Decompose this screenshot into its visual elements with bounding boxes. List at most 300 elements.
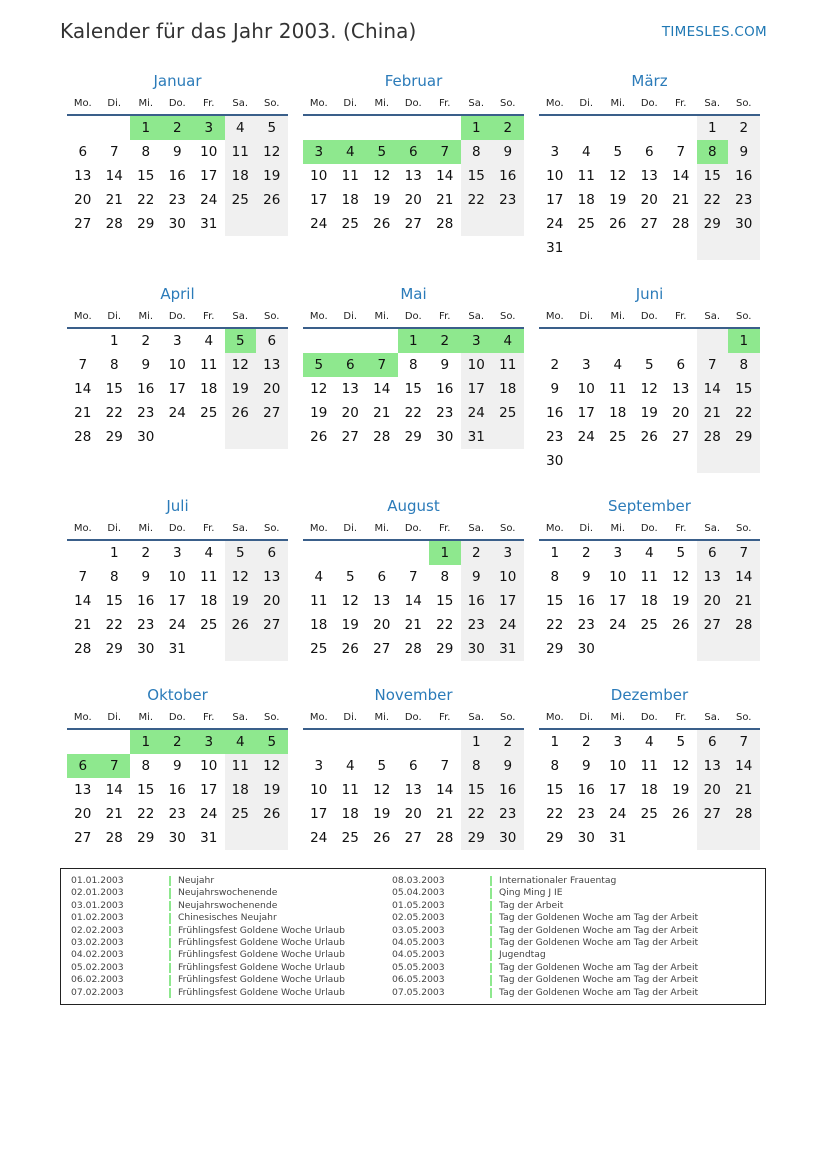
empty-cell [335, 730, 367, 754]
day-cell: 27 [256, 613, 288, 637]
day-cell: 11 [200, 357, 218, 373]
day-cell: 28 [436, 830, 454, 846]
weekday-label: Do. [168, 311, 186, 322]
day-cell: 6 [408, 758, 418, 774]
month-name: März [631, 72, 668, 90]
day-cell: 25 [492, 401, 524, 425]
holiday-date: 06.05.2003 [392, 974, 445, 986]
day-cell: 23 [436, 405, 454, 421]
empty-cell [256, 212, 288, 236]
day-cell: 20 [256, 377, 288, 401]
day-cell: 27 [74, 216, 92, 232]
holiday-marker [169, 963, 171, 973]
holiday-row [71, 900, 345, 912]
day-cell: 12 [672, 758, 690, 774]
day-cell: 16 [577, 782, 595, 798]
month-8 [303, 497, 524, 661]
day-cell: 6 [67, 754, 99, 778]
day-cell: 14 [74, 381, 92, 397]
day-cell: 24 [609, 806, 627, 822]
day-cell: 12 [256, 754, 288, 778]
day-cell: 28 [74, 641, 92, 657]
empty-cell [67, 541, 99, 565]
day-cell: 3 [581, 357, 591, 373]
empty-cell [492, 425, 524, 449]
empty-cell [602, 637, 634, 661]
day-cell: 10 [310, 168, 328, 184]
day-cell: 4 [581, 144, 591, 160]
day-cell: 1 [550, 545, 560, 561]
empty-cell [571, 329, 603, 353]
day-cell: 12 [640, 381, 658, 397]
day-cell: 3 [193, 730, 225, 754]
day-grid [67, 541, 288, 661]
day-cell: 16 [546, 405, 564, 421]
day-cell: 15 [137, 168, 155, 184]
empty-cell [634, 236, 666, 260]
empty-cell [665, 116, 697, 140]
day-cell: 21 [672, 192, 690, 208]
day-cell: 28 [404, 641, 422, 657]
day-cell: 8 [461, 140, 493, 164]
day-cell: 3 [461, 329, 493, 353]
day-cell: 13 [341, 381, 359, 397]
holiday-row [71, 875, 345, 887]
day-cell: 30 [436, 429, 454, 445]
empty-cell [697, 826, 729, 850]
holiday-name: Frühlingsfest Goldene Woche Urlaub [178, 974, 345, 986]
day-cell: 26 [256, 802, 288, 826]
day-cell: 1 [550, 734, 560, 750]
empty-cell [225, 212, 257, 236]
weekday-label: Mo. [309, 523, 328, 534]
day-cell: 23 [728, 188, 760, 212]
day-cell: 17 [492, 589, 524, 613]
day-cell: 16 [436, 381, 454, 397]
day-cell: 6 [256, 541, 288, 565]
day-cell: 25 [200, 405, 218, 421]
day-cell: 23 [168, 192, 186, 208]
day-cell: 26 [373, 216, 391, 232]
day-cell: 23 [492, 802, 524, 826]
day-cell: 10 [200, 144, 218, 160]
day-cell: 22 [728, 401, 760, 425]
month-7 [67, 497, 288, 661]
day-cell: 20 [373, 617, 391, 633]
weekday-label: Mo. [73, 311, 92, 322]
day-cell: 26 [672, 617, 690, 633]
day-cell: 27 [404, 216, 422, 232]
day-cell: 20 [74, 192, 92, 208]
day-cell: 30 [137, 641, 155, 657]
day-cell: 6 [335, 353, 367, 377]
holiday-marker [490, 938, 492, 948]
month-name: Februar [384, 72, 443, 90]
empty-cell [634, 449, 666, 473]
holiday-name: Qing Ming J IE [499, 887, 563, 899]
day-cell: 24 [168, 405, 186, 421]
day-cell: 4 [204, 333, 214, 349]
day-cell: 26 [310, 429, 328, 445]
empty-cell [398, 116, 430, 140]
weekday-label: Mo. [309, 311, 328, 322]
month-1 [67, 72, 288, 236]
weekday-label: So. [736, 523, 752, 534]
day-cell: 7 [676, 144, 686, 160]
weekday-header [539, 520, 760, 537]
day-cell: 26 [256, 188, 288, 212]
day-cell: 1 [728, 329, 760, 353]
day-cell: 25 [341, 216, 359, 232]
day-cell: 23 [577, 617, 595, 633]
holiday-marker [490, 913, 492, 923]
day-cell: 20 [256, 589, 288, 613]
page-title: Kalender für das Jahr 2003. (China) [60, 19, 417, 43]
day-cell: 30 [168, 830, 186, 846]
month-name: September [608, 497, 691, 515]
day-cell: 29 [436, 641, 454, 657]
day-cell: 25 [200, 617, 218, 633]
weekday-header [539, 709, 760, 726]
holiday-name: Chinesisches Neujahr [178, 912, 277, 924]
day-cell: 22 [461, 188, 493, 212]
holiday-row [71, 887, 345, 899]
day-cell: 10 [310, 782, 328, 798]
day-cell: 23 [461, 613, 493, 637]
day-cell: 17 [609, 782, 627, 798]
weekday-label: So. [500, 98, 516, 109]
day-cell: 13 [256, 565, 288, 589]
day-cell: 22 [546, 617, 564, 633]
day-cell: 3 [492, 541, 524, 565]
day-cell: 11 [310, 593, 328, 609]
day-cell: 30 [137, 429, 155, 445]
day-cell: 12 [373, 782, 391, 798]
holiday-row [71, 962, 345, 974]
day-grid [303, 541, 524, 661]
empty-cell [697, 236, 729, 260]
day-cell: 16 [577, 593, 595, 609]
holiday-date: 04.02.2003 [71, 949, 124, 961]
brand-link[interactable]: TIMESLES.COM [661, 24, 767, 40]
day-cell: 12 [256, 140, 288, 164]
empty-cell [99, 116, 131, 140]
day-cell: 27 [256, 401, 288, 425]
day-cell: 22 [697, 188, 729, 212]
weekday-label: Mo. [545, 311, 564, 322]
day-cell: 9 [492, 754, 524, 778]
day-cell: 15 [436, 593, 454, 609]
weekday-label: So. [264, 98, 280, 109]
day-cell: 17 [200, 782, 218, 798]
holiday-date: 03.02.2003 [71, 936, 124, 948]
month-name: Oktober [147, 686, 208, 704]
holiday-row [71, 949, 345, 961]
weekday-label: Fr. [203, 712, 215, 723]
month-6 [539, 285, 760, 473]
weekday-label: Di. [579, 712, 594, 723]
day-cell: 22 [105, 617, 123, 633]
day-cell: 8 [141, 144, 151, 160]
day-cell: 2 [581, 734, 591, 750]
holiday-marker [490, 926, 492, 936]
day-cell: 10 [546, 168, 564, 184]
day-cell: 13 [74, 782, 92, 798]
weekday-label: Di. [343, 311, 358, 322]
empty-cell [728, 236, 760, 260]
holiday-date: 04.05.2003 [392, 949, 445, 961]
holiday-row [71, 974, 345, 986]
day-cell: 12 [310, 381, 328, 397]
day-cell: 6 [256, 329, 288, 353]
weekday-label: Sa. [704, 311, 721, 322]
weekday-header [303, 520, 524, 537]
day-cell: 20 [697, 589, 729, 613]
day-cell: 9 [728, 140, 760, 164]
day-cell: 28 [105, 830, 123, 846]
day-cell: 3 [172, 545, 182, 561]
day-cell: 15 [461, 778, 493, 802]
holiday-row [392, 925, 698, 937]
day-cell: 14 [436, 168, 454, 184]
day-cell: 14 [373, 381, 391, 397]
empty-cell [193, 637, 225, 661]
day-cell: 9 [141, 569, 151, 585]
day-cell: 12 [225, 565, 257, 589]
empty-cell [256, 826, 288, 850]
day-cell: 6 [398, 140, 430, 164]
empty-cell [728, 637, 760, 661]
empty-cell [67, 116, 99, 140]
day-cell: 26 [373, 830, 391, 846]
day-cell: 21 [404, 617, 422, 633]
day-cell: 18 [492, 377, 524, 401]
day-cell: 12 [341, 593, 359, 609]
day-cell: 10 [577, 381, 595, 397]
weekday-label: Sa. [232, 712, 249, 723]
holiday-column-right [392, 875, 698, 999]
weekday-header [67, 709, 288, 726]
empty-cell [99, 730, 131, 754]
day-cell: 3 [613, 545, 623, 561]
day-cell: 26 [225, 401, 257, 425]
day-cell: 19 [341, 617, 359, 633]
weekday-label: Sa. [468, 98, 485, 109]
day-cell: 8 [550, 569, 560, 585]
day-cell: 18 [225, 164, 257, 188]
day-cell: 26 [225, 613, 257, 637]
day-cell: 11 [225, 754, 257, 778]
day-cell: 8 [697, 140, 729, 164]
empty-cell [335, 116, 367, 140]
day-cell: 28 [105, 216, 123, 232]
day-cell: 5 [303, 353, 335, 377]
day-cell: 6 [377, 569, 387, 585]
day-cell: 10 [461, 353, 493, 377]
day-cell: 9 [492, 140, 524, 164]
holiday-marker [169, 975, 171, 985]
weekday-label: Fr. [675, 712, 687, 723]
holiday-name: Tag der Goldenen Woche am Tag der Arbeit [499, 974, 699, 986]
day-cell: 27 [341, 429, 359, 445]
day-cell: 4 [644, 734, 654, 750]
empty-cell [571, 116, 603, 140]
weekday-label: Do. [168, 98, 186, 109]
day-cell: 4 [225, 730, 257, 754]
weekday-label: Mi. [610, 311, 626, 322]
day-cell: 18 [200, 381, 218, 397]
weekday-label: Do. [168, 523, 186, 534]
day-cell: 16 [461, 589, 493, 613]
day-cell: 2 [162, 730, 194, 754]
day-cell: 29 [137, 830, 155, 846]
day-cell: 21 [436, 806, 454, 822]
holiday-row [392, 987, 698, 999]
day-cell: 23 [137, 405, 155, 421]
day-cell: 18 [577, 192, 595, 208]
day-cell: 25 [310, 641, 328, 657]
day-cell: 25 [609, 429, 627, 445]
day-cell: 26 [609, 216, 627, 232]
day-cell: 30 [546, 453, 564, 469]
month-name: August [387, 497, 440, 515]
day-cell: 28 [373, 429, 391, 445]
day-cell: 21 [105, 806, 123, 822]
day-cell: 2 [429, 329, 461, 353]
weekday-label: Mo. [545, 712, 564, 723]
empty-cell [697, 329, 729, 353]
day-cell: 28 [728, 802, 760, 826]
weekday-label: Do. [404, 712, 422, 723]
day-cell: 23 [492, 188, 524, 212]
day-cell: 4 [225, 116, 257, 140]
day-cell: 5 [613, 144, 623, 160]
holiday-marker [169, 913, 171, 923]
weekday-label: Mi. [610, 98, 626, 109]
month-5 [303, 285, 524, 449]
day-cell: 8 [109, 569, 119, 585]
day-cell: 10 [609, 569, 627, 585]
weekday-label: Sa. [468, 311, 485, 322]
weekday-label: Sa. [468, 523, 485, 534]
day-cell: 4 [644, 545, 654, 561]
day-cell: 3 [314, 758, 324, 774]
holiday-date: 02.02.2003 [71, 924, 124, 936]
weekday-label: So. [500, 311, 516, 322]
day-cell: 26 [672, 806, 690, 822]
empty-cell [366, 116, 398, 140]
holiday-name: Tag der Goldenen Woche am Tag der Arbeit [499, 912, 699, 924]
day-cell: 4 [492, 329, 524, 353]
weekday-label: Sa. [468, 712, 485, 723]
day-cell: 4 [204, 545, 214, 561]
empty-cell [728, 449, 760, 473]
day-cell: 18 [200, 593, 218, 609]
empty-cell [665, 236, 697, 260]
day-cell: 15 [728, 377, 760, 401]
weekday-label: Fr. [675, 311, 687, 322]
holiday-name: Frühlingsfest Goldene Woche Urlaub [178, 949, 345, 961]
empty-cell [665, 826, 697, 850]
day-cell: 19 [672, 593, 690, 609]
month-name: November [374, 686, 453, 704]
day-cell: 1 [130, 730, 162, 754]
month-name: Dezember [610, 686, 689, 704]
day-cell: 18 [640, 782, 658, 798]
day-cell: 21 [74, 405, 92, 421]
day-cell: 4 [345, 758, 355, 774]
holiday-name: Tag der Arbeit [499, 899, 564, 911]
day-cell: 9 [461, 565, 493, 589]
day-cell: 24 [577, 429, 595, 445]
weekday-label: Mo. [545, 98, 564, 109]
day-cell: 7 [429, 140, 461, 164]
holiday-date: 05.05.2003 [392, 961, 445, 973]
weekday-label: So. [264, 523, 280, 534]
day-cell: 17 [168, 381, 186, 397]
weekday-label: So. [736, 712, 752, 723]
holiday-row [392, 875, 698, 887]
day-cell: 2 [550, 357, 560, 373]
day-cell: 29 [546, 830, 564, 846]
day-cell: 9 [172, 144, 182, 160]
day-grid [539, 730, 760, 850]
day-cell: 12 [609, 168, 627, 184]
weekday-label: Fr. [439, 311, 451, 322]
day-cell: 7 [728, 730, 760, 754]
day-cell: 8 [461, 754, 493, 778]
day-cell: 16 [492, 778, 524, 802]
day-cell: 25 [640, 617, 658, 633]
day-cell: 9 [581, 758, 591, 774]
day-cell: 15 [105, 593, 123, 609]
day-cell: 21 [373, 405, 391, 421]
day-grid [67, 329, 288, 449]
weekday-label: So. [736, 311, 752, 322]
day-cell: 5 [225, 541, 257, 565]
day-cell: 19 [256, 778, 288, 802]
day-cell: 13 [697, 565, 729, 589]
weekday-header [67, 520, 288, 537]
day-cell: 5 [366, 140, 398, 164]
day-cell: 18 [609, 405, 627, 421]
month-12 [539, 686, 760, 850]
day-cell: 20 [697, 778, 729, 802]
day-cell: 11 [200, 569, 218, 585]
day-cell: 16 [492, 164, 524, 188]
day-cell: 11 [492, 353, 524, 377]
day-cell: 18 [341, 192, 359, 208]
month-name: Mai [400, 285, 427, 303]
day-cell: 2 [162, 116, 194, 140]
holiday-date: 08.03.2003 [392, 875, 445, 886]
day-cell: 16 [168, 168, 186, 184]
holiday-date: 03.05.2003 [392, 924, 445, 936]
weekday-label: Mo. [309, 98, 328, 109]
day-grid [539, 541, 760, 661]
holiday-date: 02.01.2003 [71, 887, 124, 899]
weekday-label: Di. [107, 311, 122, 322]
weekday-label: Di. [107, 712, 122, 723]
day-cell: 3 [613, 734, 623, 750]
day-cell: 5 [644, 357, 654, 373]
holiday-date: 05.02.2003 [71, 961, 124, 973]
holiday-column-left [71, 875, 345, 999]
holiday-row [71, 925, 345, 937]
weekday-label: Mo. [73, 523, 92, 534]
day-cell: 15 [105, 381, 123, 397]
day-cell: 5 [377, 758, 387, 774]
